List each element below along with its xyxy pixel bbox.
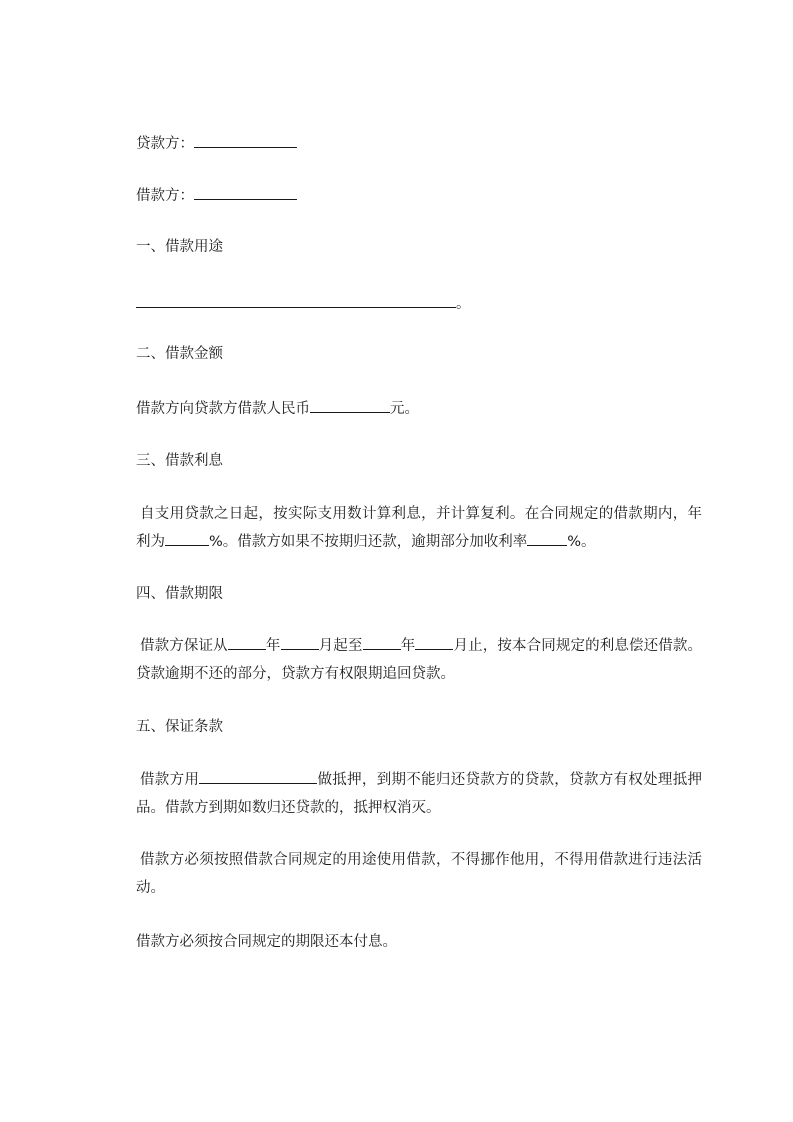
- repayment-line: 借款方必须按合同规定的期限还本付息。: [136, 934, 397, 950]
- amount-line: [136, 397, 419, 419]
- end-year-blank[interactable]: [363, 634, 401, 650]
- amount-blank[interactable]: [310, 397, 390, 413]
- borrower-label: 借款方：: [136, 188, 194, 204]
- overdue-rate-blank[interactable]: [527, 530, 567, 546]
- annual-rate-blank[interactable]: [165, 530, 209, 546]
- section-3-title: 三、借款利息: [136, 453, 223, 469]
- usage-paragraph: 借款方必须按照借款合同规定的用途使用借款，不得挪作他用，不得用借款进行违法活动。: [136, 852, 702, 896]
- section-4-title: 四、借款期限: [136, 586, 223, 602]
- amount-unit: 元。: [390, 401, 419, 417]
- purpose-blank[interactable]: [136, 292, 456, 308]
- borrower-line: [136, 184, 297, 206]
- term-year-2: 年: [400, 638, 416, 654]
- term-text-c: 月起至: [318, 638, 363, 654]
- purpose-line: [136, 292, 471, 314]
- start-year-blank[interactable]: [228, 634, 266, 650]
- term-paragraph: [136, 632, 702, 688]
- term-text-e: 月止，按本合同规定的利息偿还借款。贷款逾期不还的部分，贷款方有权限期追回贷款。: [136, 638, 703, 682]
- collateral-text-b: 做抵押，到期不能归还贷款方的贷款，贷款方有权处理抵押品。借款方到期如数归还贷款的，抵押权消灭。: [136, 772, 703, 816]
- interest-text-c: %。: [567, 534, 596, 550]
- lender-blank[interactable]: [194, 132, 297, 148]
- section-2-title: 二、借款金额: [136, 346, 223, 362]
- collateral-blank[interactable]: [199, 768, 317, 784]
- purpose-end: 。: [456, 296, 471, 312]
- term-text-a: 借款方保证从: [140, 638, 228, 654]
- interest-text-a: 自支用贷款之日起，按实际支用数计算利息，并计算复利。在合同规定的借款期内，年利为: [136, 506, 702, 550]
- term-year-1: 年: [265, 638, 281, 654]
- start-month-blank[interactable]: [281, 634, 319, 650]
- lender-line: [136, 132, 297, 154]
- lender-label: 贷款方：: [136, 136, 194, 152]
- amount-text: 借款方向贷款方借款人民币: [136, 401, 310, 417]
- section-1-title: 一、借款用途: [136, 239, 223, 255]
- collateral-text-a: 借款方用: [140, 772, 200, 788]
- borrower-blank[interactable]: [194, 184, 297, 200]
- interest-paragraph: [136, 500, 702, 556]
- collateral-paragraph: [136, 766, 702, 822]
- end-month-blank[interactable]: [415, 634, 453, 650]
- interest-text-b: %。借款方如果不按期归还款，逾期部分加收利率: [209, 534, 528, 550]
- section-5-title: 五、保证条款: [136, 719, 223, 735]
